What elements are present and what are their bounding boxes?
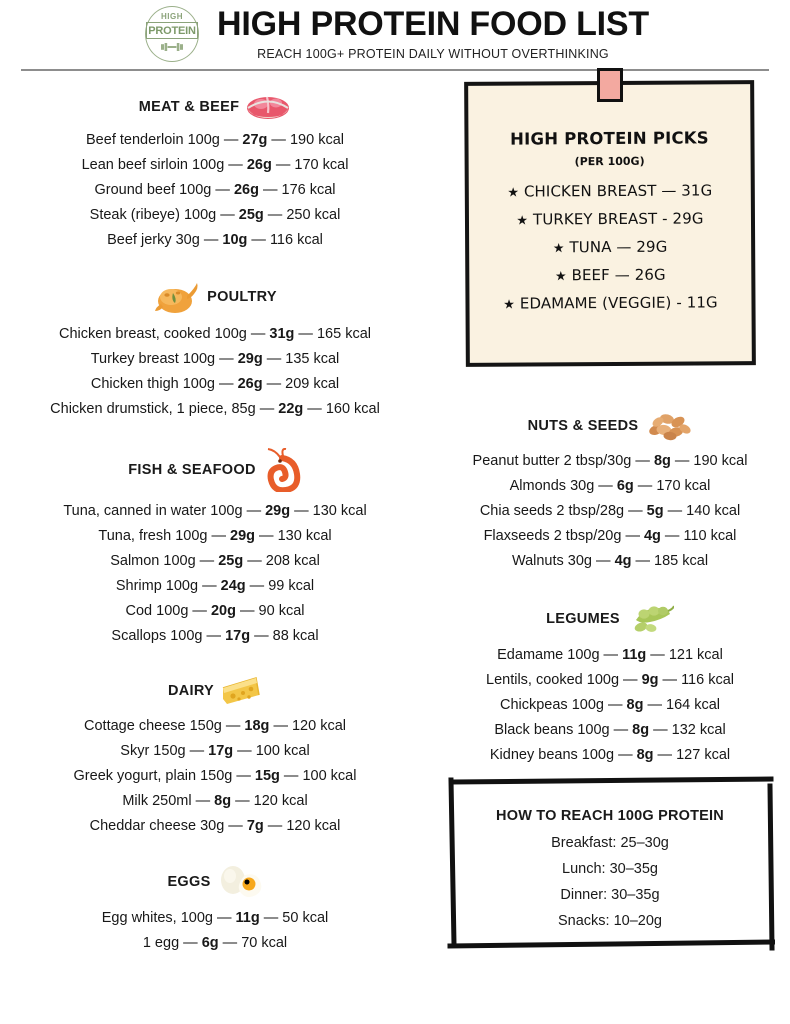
protein-value: 8g (636, 747, 654, 763)
food-name: Steak (ribeye) 100g (89, 207, 217, 223)
howto-list (455, 830, 765, 934)
howto-item: Snacks: 10–20g (558, 913, 662, 929)
food-item: Milk 250ml — 8g — 120 kcal (122, 793, 308, 809)
protein-value: 17g (208, 743, 234, 759)
food-item: Salmon 100g — 25g — 208 kcal (110, 553, 320, 569)
page-header (0, 0, 790, 62)
section-title: DAIRY (167, 683, 215, 699)
protein-value: 27g (242, 132, 268, 148)
food-section (430, 410, 790, 574)
food-item: Cheddar cheese 30g — 7g — 120 kcal (89, 818, 341, 834)
food-item: Tuna, canned in water 100g — 29g — 130 kcal (63, 503, 367, 519)
food-item: Tuna, fresh 100g — 29g — 130 kcal (98, 528, 332, 544)
calorie-value: 70 kcal (241, 935, 288, 951)
note-pick-list (469, 177, 752, 319)
calorie-value: 130 kcal (277, 528, 332, 544)
calorie-value: 170 kcal (656, 478, 711, 494)
protein-value: 20g (210, 603, 236, 619)
calorie-value: 135 kcal (285, 351, 340, 367)
food-item: Skyr 150g — 17g — 100 kcal (120, 743, 310, 759)
protein-value: 18g (244, 718, 270, 734)
food-section (0, 865, 430, 956)
logo-main-word: PROTEIN (146, 22, 198, 39)
food-name: Shrimp 100g (115, 578, 199, 594)
protein-value: 29g (265, 503, 291, 519)
section-header (0, 675, 430, 707)
food-name: Walnuts 30g (511, 553, 592, 569)
food-section (0, 93, 430, 253)
calorie-value: 127 kcal (676, 747, 731, 763)
food-name: Beef tenderloin 100g (86, 132, 220, 148)
section-title: MEAT & BEEF (138, 99, 240, 115)
note-pick-item: ★ EDAMAME (VEGGIE) - 11G (503, 293, 718, 313)
page-title: HIGH PROTEIN FOOD LIST (217, 4, 649, 43)
food-name: Edamame 100g (497, 647, 600, 663)
calorie-value: 120 kcal (253, 793, 308, 809)
food-name: Chicken thigh 100g (90, 376, 215, 392)
dumbbell-glyph (160, 42, 184, 52)
steak-icon (245, 93, 291, 121)
food-name: Kidney beans 100g (489, 747, 615, 763)
protein-value: 17g (225, 628, 251, 644)
section-title: POULTRY (207, 289, 277, 305)
protein-value: 26g (237, 376, 263, 392)
food-item: Shrimp 100g — 24g — 99 kcal (115, 578, 315, 594)
protein-value: 5g (646, 503, 664, 519)
food-item: Scallops 100g — 17g — 88 kcal (111, 628, 319, 644)
food-name: Cottage cheese 150g (84, 718, 222, 734)
calorie-value: 100 kcal (255, 743, 310, 759)
dumbbell-icon (141, 42, 203, 55)
food-name: Milk 250ml (122, 793, 192, 809)
section-header (0, 93, 430, 121)
title-block (217, 4, 649, 62)
food-name: Egg whites, 100g (101, 910, 213, 926)
food-item: 1 egg — 6g — 70 kcal (142, 935, 288, 951)
calorie-value: 130 kcal (312, 503, 367, 519)
food-item: Beef jerky 30g — 10g — 116 kcal (107, 232, 323, 248)
edamame-icon (626, 602, 674, 636)
protein-value: 6g (201, 935, 219, 951)
calorie-value: 90 kcal (258, 603, 305, 619)
calorie-value: 132 kcal (671, 722, 726, 738)
food-item: Peanut butter 2 tbsp/30g — 8g — 190 kcal (472, 453, 748, 469)
note-subtitle: (PER 100G) (574, 154, 645, 169)
calorie-value: 88 kcal (272, 628, 319, 644)
star-icon: ★ (516, 213, 529, 229)
food-name: Greek yogurt, plain 150g (73, 768, 233, 784)
food-item: Black beans 100g — 8g — 132 kcal (494, 722, 726, 738)
food-name: Flaxseeds 2 tbsp/20g (483, 528, 622, 544)
food-item: Chia seeds 2 tbsp/28g — 5g — 140 kcal (479, 503, 741, 519)
food-section (0, 448, 430, 649)
protein-value: 10g (222, 232, 248, 248)
calorie-value: 165 kcal (316, 326, 371, 342)
almonds-icon (644, 410, 692, 442)
food-item: Flaxseeds 2 tbsp/20g — 4g — 110 kcal (483, 528, 737, 544)
note-title: HIGH PROTEIN PICKS (510, 128, 709, 149)
calorie-value: 250 kcal (286, 207, 341, 223)
food-name: Beef jerky 30g (107, 232, 200, 248)
calorie-value: 120 kcal (291, 718, 346, 734)
right-sections (430, 410, 790, 768)
section-header (0, 279, 430, 315)
calorie-value: 209 kcal (285, 376, 340, 392)
food-item: Egg whites, 100g — 11g — 50 kcal (101, 910, 329, 926)
protein-value: 25g (238, 207, 264, 223)
page-subtitle: REACH 100G+ PROTEIN DAILY WITHOUT OVERTHINKING (257, 47, 609, 62)
protein-value: 8g (626, 697, 644, 713)
calorie-value: 185 kcal (654, 553, 709, 569)
food-item: Cottage cheese 150g — 18g — 120 kcal (84, 718, 346, 734)
protein-value: 8g (653, 453, 671, 469)
note-pick-item: ★ BEEF — 26G (554, 265, 666, 285)
food-item: Chicken breast, cooked 100g — 31g — 165 kcal (59, 326, 371, 342)
food-name: Ground beef 100g (94, 182, 212, 198)
food-name: Cod 100g (125, 603, 189, 619)
food-name: Cheddar cheese 30g (89, 818, 225, 834)
protein-value: 25g (218, 553, 244, 569)
section-title: FISH & SEAFOOD (128, 462, 256, 478)
protein-value: 31g (269, 326, 295, 342)
food-item: Chicken drumstick, 1 piece, 85g — 22g — 160 kcal (50, 401, 380, 417)
section-title: LEGUMES (546, 611, 620, 627)
tape-icon (597, 68, 623, 102)
protein-value: 7g (246, 818, 264, 834)
food-item: Walnuts 30g — 4g — 185 kcal (511, 553, 709, 569)
food-item: Chickpeas 100g — 8g — 164 kcal (499, 697, 721, 713)
star-icon: ★ (507, 185, 520, 201)
right-column (430, 71, 790, 956)
note-pick-item: ★ CHICKEN BREAST — 31G (507, 181, 713, 201)
food-name: Almonds 30g (509, 478, 595, 494)
food-name: Tuna, fresh 100g (98, 528, 208, 544)
calorie-value: 99 kcal (268, 578, 315, 594)
food-item: Edamame 100g — 11g — 121 kcal (497, 647, 723, 663)
food-name: 1 egg (142, 935, 180, 951)
egg-icon (217, 865, 263, 899)
protein-value: 26g (246, 157, 272, 173)
cheese-icon (220, 675, 262, 707)
calorie-value: 190 kcal (289, 132, 344, 148)
calorie-value: 110 kcal (683, 528, 737, 544)
food-item: Lentils, cooked 100g — 9g — 116 kcal (486, 672, 734, 688)
food-name: Scallops 100g (111, 628, 203, 644)
howto-title: HOW TO REACH 100G PROTEIN (496, 808, 724, 824)
high-protein-picks-note (465, 81, 755, 366)
howto-box (445, 776, 775, 951)
protein-value: 8g (214, 793, 232, 809)
food-name: Chickpeas 100g (499, 697, 604, 713)
howto-item: Lunch: 30–35g (562, 861, 658, 877)
calorie-value: 164 kcal (666, 697, 721, 713)
section-header (430, 602, 790, 636)
howto-item: Breakfast: 25–30g (551, 835, 669, 851)
food-section (0, 279, 430, 422)
high-protein-logo (141, 5, 203, 63)
star-icon: ★ (503, 297, 516, 313)
calorie-value: 176 kcal (281, 182, 336, 198)
protein-value: 26g (233, 182, 259, 198)
food-item: Almonds 30g — 6g — 170 kcal (509, 478, 711, 494)
section-title: EGGS (167, 874, 211, 890)
food-item: Cod 100g — 20g — 90 kcal (125, 603, 305, 619)
food-section (430, 602, 790, 768)
food-item: Lean beef sirloin 100g — 26g — 170 kcal (81, 157, 349, 173)
protein-value: 11g (235, 910, 260, 926)
food-name: Chia seeds 2 tbsp/28g (479, 503, 625, 519)
note-pick-item: ★ TUNA — 29G (552, 237, 668, 257)
protein-value: 6g (616, 478, 634, 494)
calorie-value: 50 kcal (282, 910, 329, 926)
food-name: Lentils, cooked 100g (486, 672, 620, 688)
note-pick-item: ★ TURKEY BREAST - 29G (516, 209, 704, 229)
sticky-note-body (464, 80, 756, 367)
protein-value: 9g (641, 672, 659, 688)
food-item: Chicken thigh 100g — 26g — 209 kcal (90, 376, 340, 392)
calorie-value: 121 kcal (668, 647, 723, 663)
howto-item: Dinner: 30–35g (560, 887, 660, 903)
protein-value: 29g (237, 351, 263, 367)
calorie-value: 170 kcal (294, 157, 349, 173)
food-name: Salmon 100g (110, 553, 196, 569)
section-header (430, 410, 790, 442)
section-header (0, 448, 430, 492)
food-name: Skyr 150g (120, 743, 186, 759)
section-title: NUTS & SEEDS (527, 418, 639, 434)
calorie-value: 208 kcal (265, 553, 320, 569)
calorie-value: 120 kcal (286, 818, 341, 834)
protein-value: 11g (622, 647, 647, 663)
shrimp-icon (262, 448, 302, 492)
food-section (0, 675, 430, 839)
left-column (0, 71, 430, 956)
food-item: Greek yogurt, plain 150g — 15g — 100 kcal (73, 768, 357, 784)
calorie-value: 116 kcal (681, 672, 734, 688)
calorie-value: 190 kcal (693, 453, 748, 469)
calorie-value: 140 kcal (686, 503, 741, 519)
food-name: Lean beef sirloin 100g (81, 157, 225, 173)
calorie-value: 100 kcal (302, 768, 357, 784)
protein-value: 4g (614, 553, 632, 569)
food-item: Beef tenderloin 100g — 27g — 190 kcal (86, 132, 344, 148)
protein-value: 8g (632, 722, 650, 738)
logo-top-word: HIGH (161, 12, 184, 21)
calorie-value: 160 kcal (325, 401, 380, 417)
content-columns (0, 71, 790, 956)
food-name: Tuna, canned in water 100g (63, 503, 243, 519)
star-icon: ★ (552, 241, 565, 257)
protein-value: 24g (220, 578, 246, 594)
food-name: Chicken breast, cooked 100g (59, 326, 247, 342)
food-item: Steak (ribeye) 100g — 25g — 250 kcal (89, 207, 341, 223)
calorie-value: 116 kcal (269, 232, 323, 248)
protein-value: 4g (643, 528, 661, 544)
howto-content (445, 776, 775, 951)
star-icon: ★ (554, 269, 567, 285)
food-item: Kidney beans 100g — 8g — 127 kcal (489, 747, 731, 763)
food-name: Chicken drumstick, 1 piece, 85g (50, 401, 256, 417)
protein-value: 22g (278, 401, 304, 417)
protein-value: 29g (230, 528, 256, 544)
food-name: Black beans 100g (494, 722, 610, 738)
food-item: Turkey breast 100g — 29g — 135 kcal (90, 351, 340, 367)
food-item: Ground beef 100g — 26g — 176 kcal (94, 182, 336, 198)
food-name: Turkey breast 100g (90, 351, 216, 367)
protein-value: 15g (254, 768, 280, 784)
food-name: Peanut butter 2 tbsp/30g (472, 453, 632, 469)
section-header (0, 865, 430, 899)
roast-chicken-icon (153, 279, 201, 315)
